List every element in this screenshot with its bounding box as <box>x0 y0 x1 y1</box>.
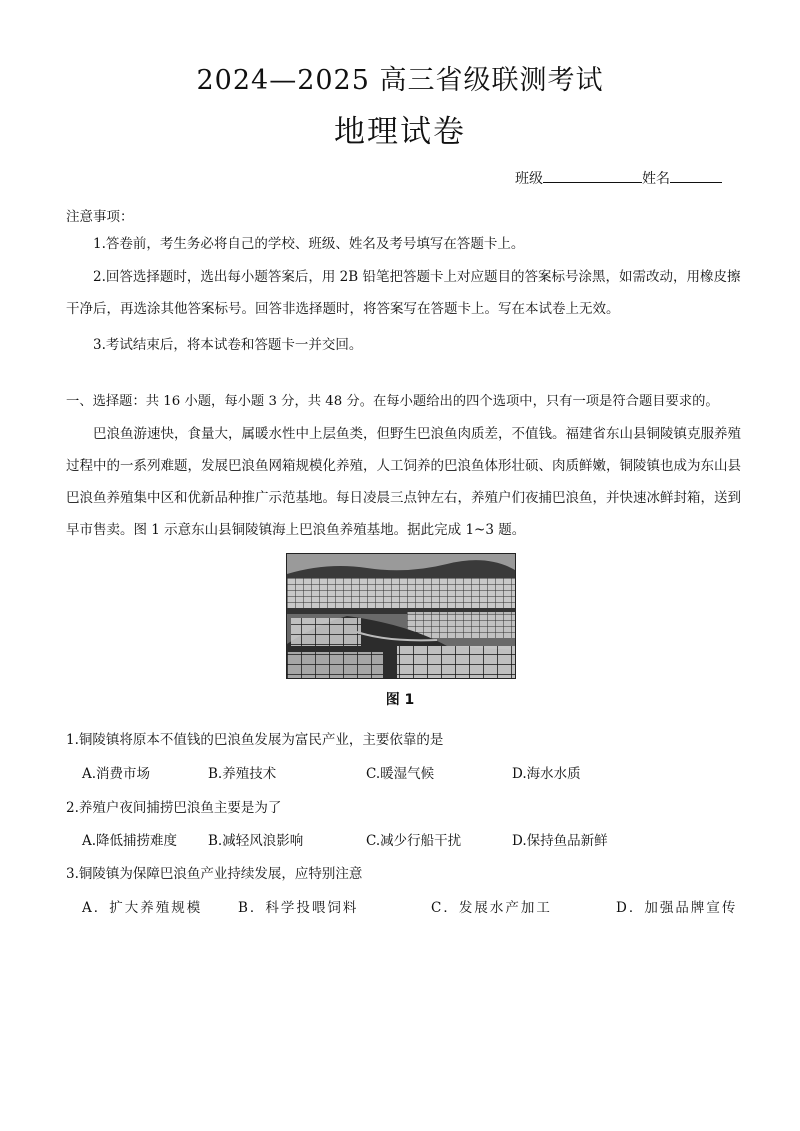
question-3-option-d: D．加强品牌宣传 <box>616 900 738 916</box>
question-1-option-d: D.海水水质 <box>512 766 581 782</box>
section-heading: 一、选择题：共 16 小题，每小题 3 分，共 48 分。在每小题给出的四个选项中，只有一项是符合题目要求的。 <box>66 394 719 409</box>
question-1-option-a: A.消费市场 <box>82 766 151 782</box>
question-3-stem: 3.铜陵镇为保障巴浪鱼产业持续发展，应特别注意 <box>66 866 363 882</box>
question-2-option-c: C.减少行船干扰 <box>366 833 462 849</box>
question-2-option-a: A.降低捕捞难度 <box>82 833 178 849</box>
question-3-option-a: A．扩大养殖规模 <box>82 900 203 916</box>
question-2-option-d: D.保持鱼品新鲜 <box>512 833 608 849</box>
note-item: 1.答卷前，考生务必将自己的学校、班级、姓名及考号填写在答题卡上。 <box>93 236 525 252</box>
class-name-line <box>515 168 722 188</box>
note-item: 2.回答选择题时，选出每小题答案后，用 2B 铅笔把答题卡上对应题目的答案标号涂黑，如需改动，用橡皮擦干净后，再选涂其他答案标号。回答非选择题时，将答案写在答题卡上。写在本试卷上无效。 <box>66 269 741 317</box>
question-stem-passage: 巴浪鱼游速快，食量大，属暖水性中上层鱼类，但野生巴浪鱼肉质差，不值钱。福建省东山县铜陵镇克服养殖过程中的一系列难题，发展巴浪鱼网箱规模化养殖，人工饲养的巴浪鱼体形壮硕、肉质鲜嫩，铜陵镇也成为东山县巴浪鱼养殖集中区和优新品种推广示范基地。每日凌晨三点钟左右，养殖户们夜捕巴浪鱼，并快速冰鲜封箱，送到早市售卖。图 1 示意东山县铜陵镇海上巴浪鱼养殖基地。据此完成 1~3 题。 <box>66 426 741 538</box>
figure-caption: 图 1 <box>385 692 415 708</box>
question-3-option-b: B．科学投喂饲料 <box>238 900 359 916</box>
question-3-option-c: C．发展水产加工 <box>431 900 552 916</box>
question-1-option-b: B.养殖技术 <box>208 766 277 782</box>
class-label: 班级 <box>515 171 543 187</box>
subject-title: 地理试卷 <box>334 114 466 150</box>
fish-farm-photo <box>286 553 516 679</box>
notes-heading: 注意事项： <box>66 209 134 225</box>
exam-title: 2024—2025 高三省级联测考试 <box>196 65 604 96</box>
name-label: 姓名 <box>642 171 670 187</box>
name-blank <box>670 168 722 183</box>
question-2-option-b: B.减轻风浪影响 <box>208 833 304 849</box>
class-blank <box>543 168 642 183</box>
question-2-stem: 2.养殖户夜间捕捞巴浪鱼主要是为了 <box>66 800 282 816</box>
question-1-stem: 1.铜陵镇将原本不值钱的巴浪鱼发展为富民产业，主要依靠的是 <box>66 732 444 748</box>
question-1-option-c: C.暖湿气候 <box>366 766 435 782</box>
note-item: 3.考试结束后，将本试卷和答题卡一并交回。 <box>93 337 363 353</box>
